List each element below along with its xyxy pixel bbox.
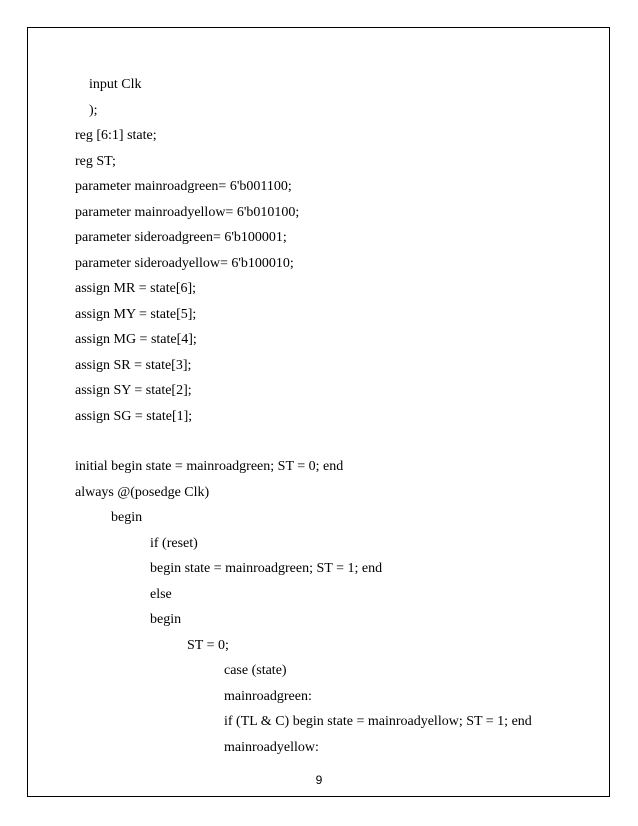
code-line: if (TL & C) begin state = mainroadyellow; ST = 1; end	[224, 714, 532, 729]
code-line: );	[89, 103, 98, 118]
code-line: initial begin state = mainroadgreen; ST = 0; end	[75, 459, 344, 474]
code-line: assign MR = state[6];	[75, 281, 197, 296]
code-line: mainroadyellow:	[224, 740, 319, 755]
code-line: ST = 0;	[187, 638, 229, 653]
code-line: parameter mainroadyellow= 6'b010100;	[75, 205, 300, 220]
code-line: reg [6:1] state;	[75, 128, 157, 143]
code-line: mainroadgreen:	[224, 689, 312, 704]
code-line: always @(posedge Clk)	[75, 485, 210, 500]
code-line: assign SG = state[1];	[75, 409, 193, 424]
code-line: assign MY = state[5];	[75, 307, 197, 322]
code-line: assign SR = state[3];	[75, 358, 192, 373]
code-line: parameter sideroadyellow= 6'b100010;	[75, 256, 294, 271]
code-line: case (state)	[224, 663, 287, 678]
code-line: if (reset)	[150, 536, 198, 551]
code-line: begin	[111, 510, 143, 525]
code-line: begin	[150, 612, 182, 627]
code-line: assign MG = state[4];	[75, 332, 197, 347]
code-line: assign SY = state[2];	[75, 383, 192, 398]
code-line: parameter sideroadgreen= 6'b100001;	[75, 230, 287, 245]
code-line: begin state = mainroadgreen; ST = 1; end	[150, 561, 383, 576]
code-line: reg ST;	[75, 154, 116, 169]
page-number: 9	[315, 773, 323, 787]
code-line: input Clk	[89, 77, 142, 92]
code-line: parameter mainroadgreen= 6'b001100;	[75, 179, 292, 194]
code-line: else	[150, 587, 172, 602]
